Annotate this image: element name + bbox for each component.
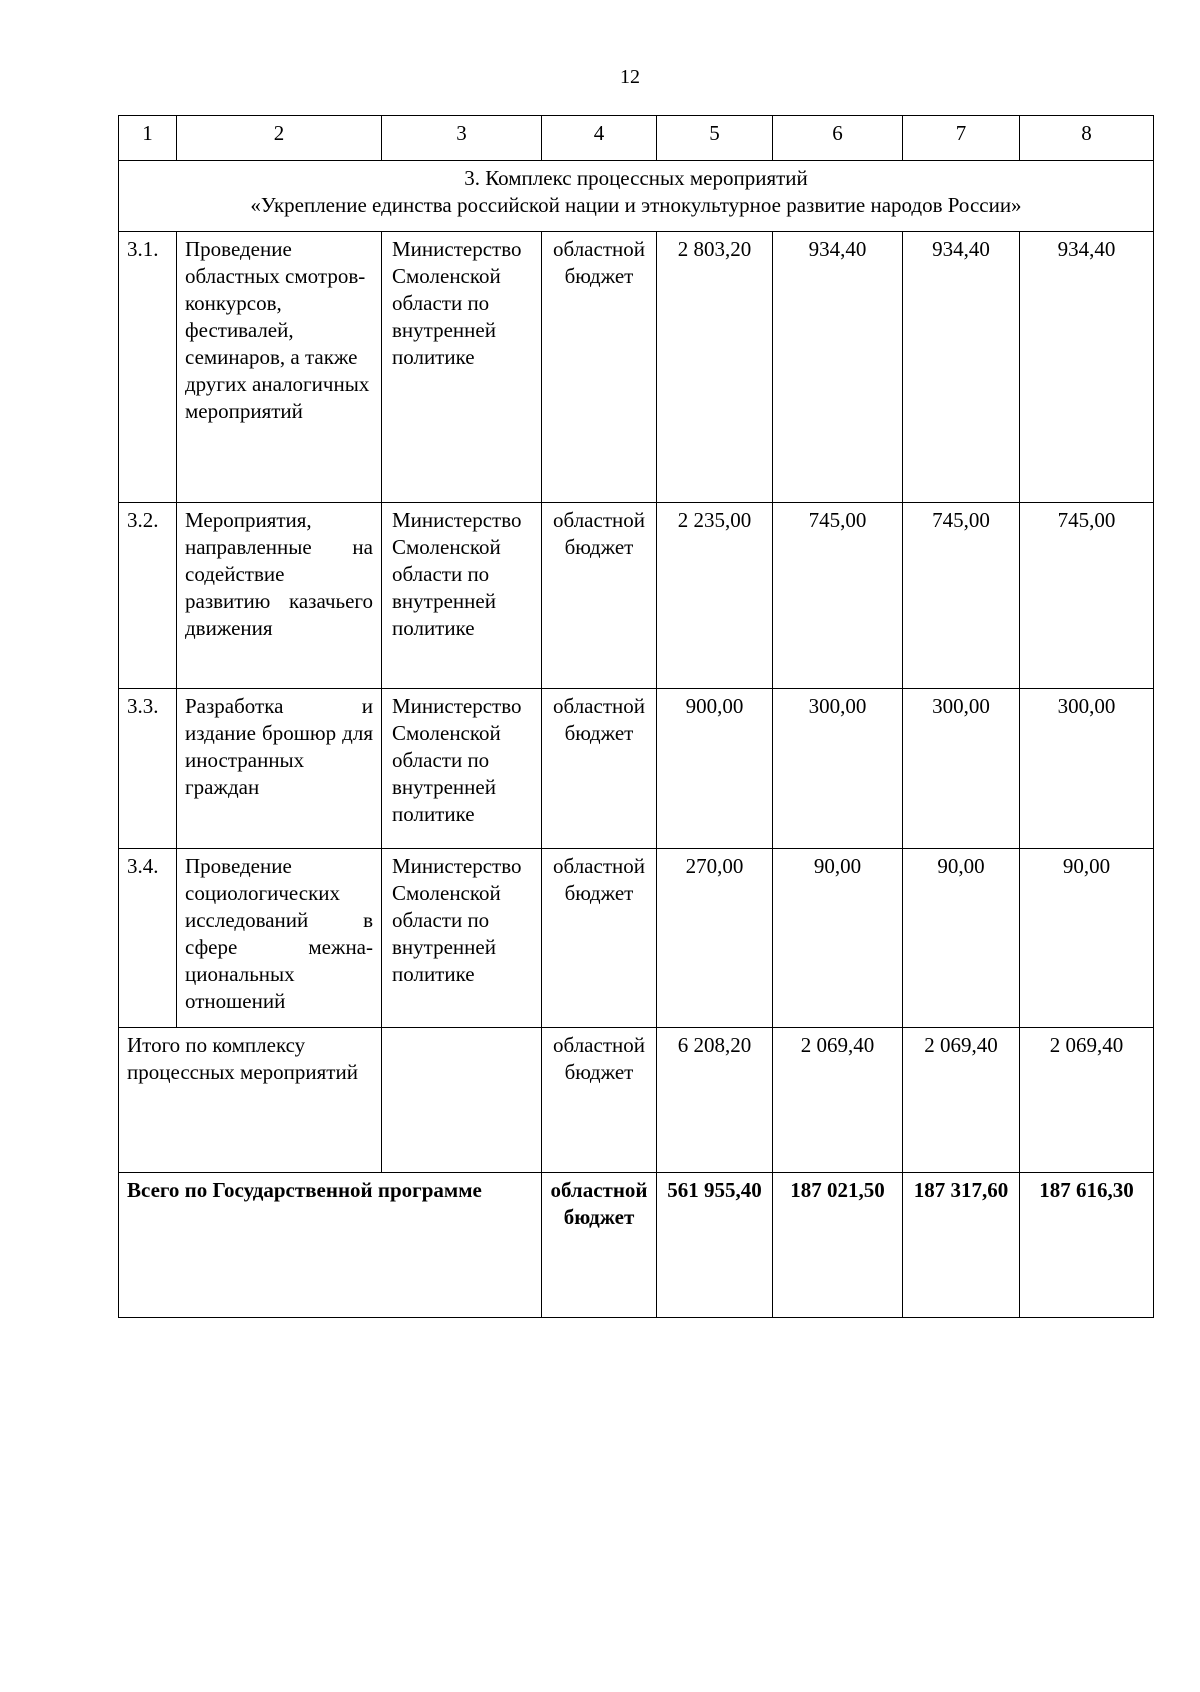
section-title bbox=[119, 161, 1154, 232]
subtotal-total: 6 208,20 bbox=[657, 1028, 773, 1173]
column-number: 7 bbox=[903, 116, 1020, 161]
table-row bbox=[119, 232, 1154, 503]
row-total: 270,00 bbox=[657, 849, 773, 1028]
column-number: 2 bbox=[177, 116, 382, 161]
column-number: 3 bbox=[382, 116, 542, 161]
row-number: 3.4. bbox=[119, 849, 177, 1028]
grand-total-year2: 187 317,60 bbox=[903, 1173, 1020, 1318]
row-year3: 745,00 bbox=[1020, 503, 1154, 689]
row-name: Проведение областных смотров-конкурсов, фестивалей, семинаров, а также других аналогичных мероприятий bbox=[177, 232, 382, 503]
subtotal-year2: 2 069,40 bbox=[903, 1028, 1020, 1173]
row-year2: 300,00 bbox=[903, 689, 1020, 849]
row-executor: Министерство Смоленской области по внутренней политике bbox=[382, 689, 542, 849]
section-title-line1: 3. Комплекс процессных мероприятий bbox=[464, 166, 808, 190]
row-total: 2 235,00 bbox=[657, 503, 773, 689]
row-name: Мероприятия, направленные на содействие развитию казачьего движения bbox=[177, 503, 382, 689]
row-number: 3.1. bbox=[119, 232, 177, 503]
row-year2: 934,40 bbox=[903, 232, 1020, 503]
row-total: 2 803,20 bbox=[657, 232, 773, 503]
subtotal-label: Итого по комплексу процессных мероприятий bbox=[119, 1028, 382, 1173]
row-executor: Министерство Смоленской области по внутренней политике bbox=[382, 849, 542, 1028]
table-row bbox=[119, 849, 1154, 1028]
page-number: 12 bbox=[620, 66, 640, 88]
grand-total-row bbox=[119, 1173, 1154, 1318]
grand-total-year3: 187 616,30 bbox=[1020, 1173, 1154, 1318]
row-number: 3.2. bbox=[119, 503, 177, 689]
row-name: Проведение социологических исследований в сфере межна-циональных отношений bbox=[177, 849, 382, 1028]
subtotal-executor bbox=[382, 1028, 542, 1173]
row-source: областной бюджет bbox=[542, 689, 657, 849]
column-number: 1 bbox=[119, 116, 177, 161]
row-number: 3.3. bbox=[119, 689, 177, 849]
row-source: областной бюджет bbox=[542, 849, 657, 1028]
column-number: 5 bbox=[657, 116, 773, 161]
row-name: Разработка и издание брошюр для иностранных граждан bbox=[177, 689, 382, 849]
row-source: областной бюджет bbox=[542, 503, 657, 689]
table-row bbox=[119, 689, 1154, 849]
grand-total-year1: 187 021,50 bbox=[773, 1173, 903, 1318]
row-year3: 90,00 bbox=[1020, 849, 1154, 1028]
section-header-row bbox=[119, 161, 1154, 232]
column-number: 8 bbox=[1020, 116, 1154, 161]
grand-total-source: областной бюджет bbox=[542, 1173, 657, 1318]
row-year1: 745,00 bbox=[773, 503, 903, 689]
row-year1: 90,00 bbox=[773, 849, 903, 1028]
subtotal-year1: 2 069,40 bbox=[773, 1028, 903, 1173]
grand-total-label: Всего по Государственной программе bbox=[119, 1173, 542, 1318]
subtotal-year3: 2 069,40 bbox=[1020, 1028, 1154, 1173]
table-row bbox=[119, 503, 1154, 689]
column-number: 6 bbox=[773, 116, 903, 161]
row-year1: 300,00 bbox=[773, 689, 903, 849]
row-year2: 745,00 bbox=[903, 503, 1020, 689]
subtotal-row bbox=[119, 1028, 1154, 1173]
row-year3: 934,40 bbox=[1020, 232, 1154, 503]
grand-total-total: 561 955,40 bbox=[657, 1173, 773, 1318]
row-source: областной бюджет bbox=[542, 232, 657, 503]
subtotal-source: областной бюджет bbox=[542, 1028, 657, 1173]
row-year1: 934,40 bbox=[773, 232, 903, 503]
section-title-line2: «Укрепление единства российской нации и этнокультурное развитие народов России» bbox=[250, 193, 1022, 217]
row-year3: 300,00 bbox=[1020, 689, 1154, 849]
budget-table bbox=[118, 115, 1154, 1318]
row-total: 900,00 bbox=[657, 689, 773, 849]
column-numbers-row bbox=[119, 116, 1154, 161]
column-number: 4 bbox=[542, 116, 657, 161]
row-executor: Министерство Смоленской области по внутренней политике bbox=[382, 503, 542, 689]
row-year2: 90,00 bbox=[903, 849, 1020, 1028]
row-executor: Министерство Смоленской области по внутренней политике bbox=[382, 232, 542, 503]
